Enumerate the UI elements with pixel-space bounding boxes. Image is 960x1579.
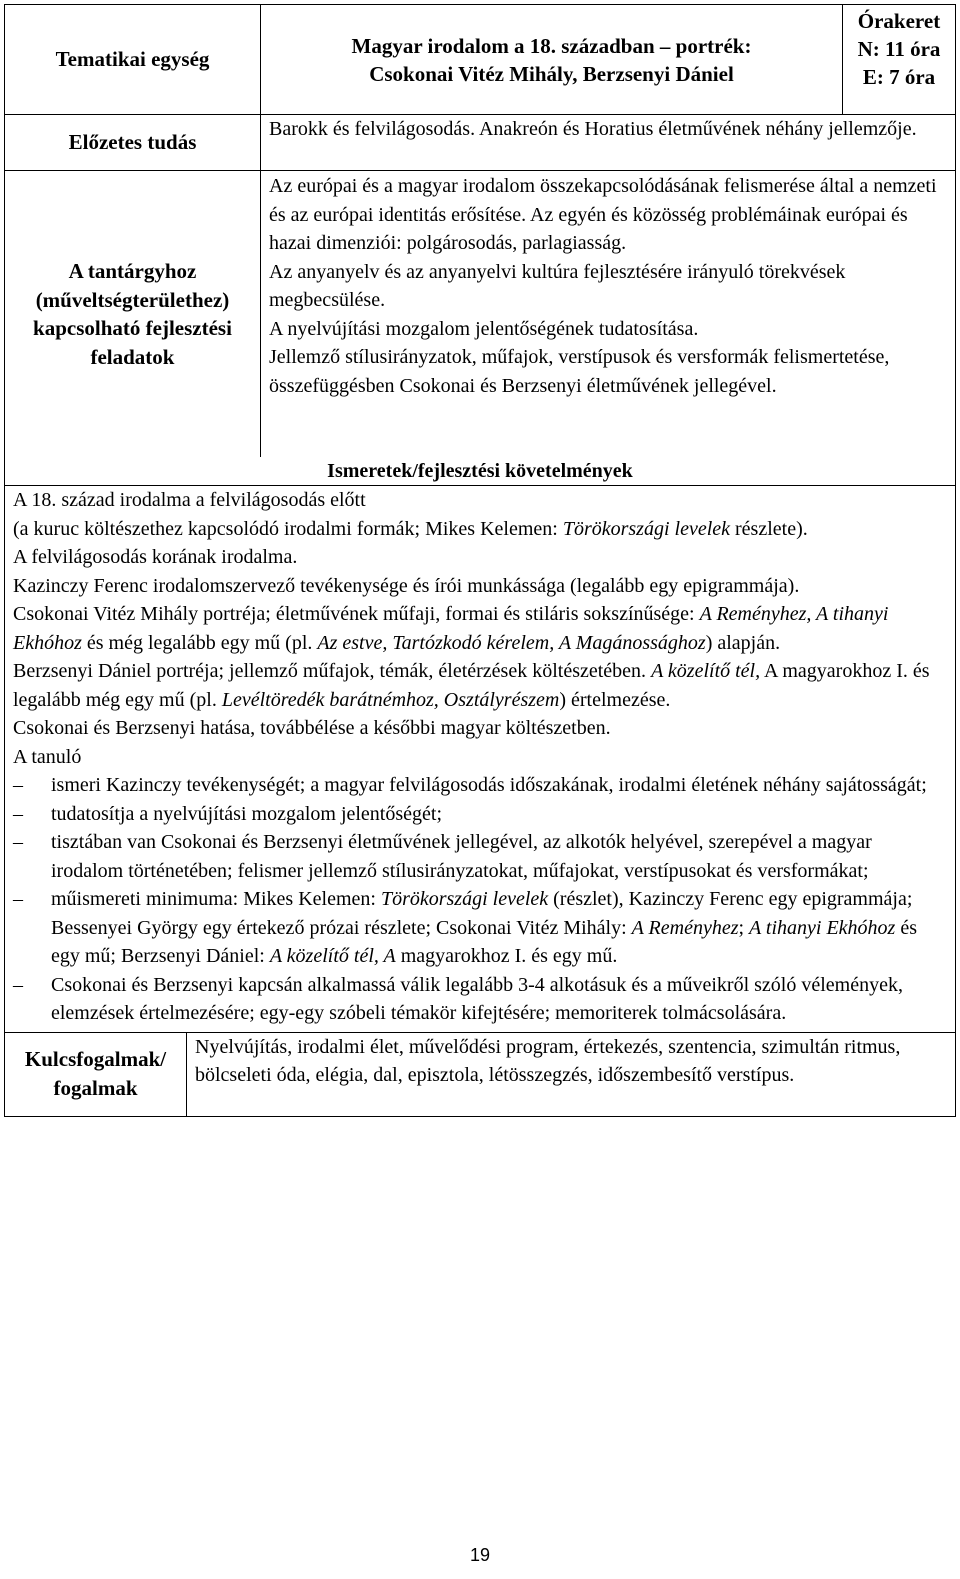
req-paragraph: Kazinczy Ferenc irodalomszervező tevékenysége és írói munkássága (legalább egy epigrammája).	[13, 574, 800, 597]
requirements-section	[4, 457, 956, 1033]
development-tasks-row	[4, 171, 956, 457]
development-tasks-text	[261, 171, 955, 457]
unit-title-line1: Magyar irodalom a 18. században – portrék:	[351, 33, 752, 58]
tasks-label-line2: (műveltségterülethez)	[35, 287, 230, 312]
page-number: 19	[469, 1545, 491, 1565]
list-item: – ismeri Kazinczy tevékenységét; a magyar felvilágosodás időszakának, irodalmi életének néhány sajátosságát;	[13, 771, 947, 800]
list-item: – Csokonai és Berzsenyi kapcsán alkalmassá válik legalább 3-4 alkotásuk és a műveikről szóló vélemények, elemzések értelmezésére; egy-egy szóbeli témakör kifejtésére; memoriterek tolmácsolására.	[13, 971, 947, 1028]
student-outcomes-list	[13, 771, 947, 1028]
req-paragraph: A tanuló	[13, 745, 82, 768]
thematic-unit-label: Tematikai egység	[5, 5, 261, 114]
prior-knowledge-row	[4, 115, 956, 171]
hours-n: N: 11 óra	[857, 37, 941, 61]
list-item: – műismereti minimuma: Mikes Kelemen: Törökországi levelek (részlet), Kazinczy Ferenc egy epigrammája; Bessenyei György egy értekező prózai részlete; Csokonai Vitéz Mihály: A Reményhez; A tihanyi Ekhóhoz és egy mű; Berzsenyi Dániel: A közelítő tél, A magyarokhoz I. és egy mű.	[13, 885, 947, 971]
task-line: Az anyanyelv és az anyanyelvi kultúra fejlesztésére irányuló törekvések megbecsülése.	[269, 260, 846, 311]
req-paragraph: Berzsenyi Dániel portréja; jellemző műfajok, témák, életérzések költészetében. A közelítő tél, A magyarokhoz I. és legalább még egy mű (pl. Levéltöredék barátnémhoz, Osztályrészem) értelmezése.	[13, 660, 930, 711]
req-paragraph: (a kuruc költészethez kapcsolódó irodalmi formák; Mikes Kelemen: Törökországi levelek részlete).	[13, 517, 808, 540]
development-tasks-label	[5, 171, 261, 457]
task-line: Az európai és a magyar irodalom összekapcsolódásának felismerése által a nemzeti és az európai identitás erősítése. Az egyén és közösség problémáinak európai és hazai dimenziói: polgárosodás, parlagiasság.	[269, 175, 937, 254]
key-concepts-row	[4, 1033, 956, 1117]
list-item: – tudatosítja a nyelvújítási mozgalom jelentőségét;	[13, 800, 947, 829]
requirements-body	[5, 485, 955, 1032]
req-paragraph: A felvilágosodás korának irodalma.	[13, 546, 298, 568]
key-concepts-label	[5, 1033, 187, 1116]
task-line: Jellemző stílusirányzatok, műfajok, verstípusok és versformák felismertetése, összefüggésben Csokonai és Berzsenyi életművének jellegével.	[269, 346, 890, 397]
hours-box	[843, 5, 955, 114]
tasks-label-line4: feladatok	[90, 344, 175, 369]
key-concepts-text: Nyelvújítás, irodalmi élet, művelődési program, értekezés, szentencia, szimultán ritmus, bölcseleti óda, elégia, dal, episztola, létösszegzés, időszembesítő verstípus.	[195, 1035, 901, 1086]
curriculum-table	[4, 4, 956, 1117]
prior-knowledge-text: Barokk és felvilágosodás. Anakreón és Horatius életművének néhány jellemzője.	[269, 118, 917, 140]
prior-knowledge-label: Előzetes tudás	[5, 115, 261, 170]
unit-title-line2: Csokonai Vitéz Mihály, Berzsenyi Dániel	[369, 61, 734, 86]
tasks-label-line3: kapcsolható fejlesztési	[33, 316, 232, 340]
req-paragraph: A 18. század irodalma a felvilágosodás előtt	[13, 489, 366, 511]
key-concepts-label-line2: fogalmak	[53, 1076, 138, 1100]
list-item: – tisztában van Csokonai és Berzsenyi életművének jellegével, az alkotók helyével, szerepével a magyar irodalom történetében; felismer jellemző stílusirányzatokat, műfajokat, verstípusokat és versformákat;	[13, 828, 947, 885]
req-paragraph: Csokonai Vitéz Mihály portréja; életművének műfaji, formai és stiláris sokszínűsége: A Reményhez, A tihanyi Ekhóhoz és még legalább egy mű (pl. Az estve, Tartózkodó kérelem, A Magánossághoz) alapján.	[13, 603, 889, 654]
task-line: A nyelvújítási mozgalom jelentőségének tudatosítása.	[269, 317, 699, 340]
key-concepts-label-line1: Kulcsfogalmak/	[24, 1047, 167, 1071]
header-row	[4, 4, 956, 115]
requirements-title: Ismeretek/fejlesztési követelmények	[327, 460, 633, 482]
hours-e: E: 7 óra	[862, 65, 936, 89]
hours-label: Órakeret	[857, 9, 941, 33]
tasks-label-line1: A tantárgyhoz	[68, 259, 197, 283]
req-paragraph: Csokonai és Berzsenyi hatása, továbbélése a későbbi magyar költészetben.	[13, 717, 611, 739]
unit-title	[261, 5, 843, 114]
